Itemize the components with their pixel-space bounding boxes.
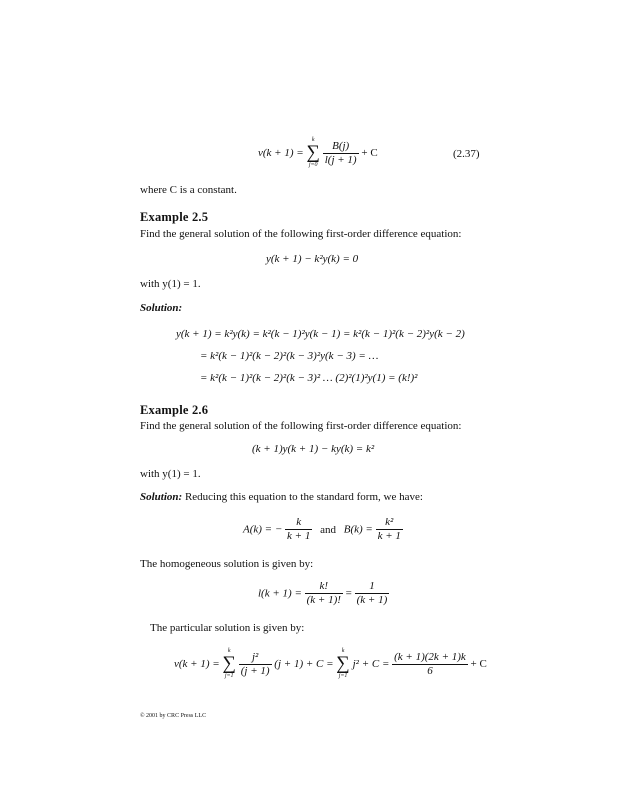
v-lhs: v(k + 1) =	[174, 658, 220, 670]
copyright-footer: © 2001 by CRC Press LLC	[140, 713, 207, 719]
bk-numerator: k²	[385, 516, 394, 528]
v-middle: (j + 1) + C =	[274, 658, 334, 670]
l-equals: =	[345, 587, 352, 600]
l-denominator-2: (k + 1)	[356, 594, 388, 606]
equation-number: (2.37)	[453, 148, 480, 160]
ak-numerator: k	[296, 516, 302, 528]
example-2-5-heading: Example 2.5	[140, 210, 209, 224]
solution-line-3: = k²(k − 1)²(k − 2)²(k − 3)² … (2)²(1)²y(1) = (k!)²	[200, 372, 418, 384]
sum1-lower-limit: j=1	[224, 673, 234, 679]
sum-upper-limit: k	[311, 137, 315, 143]
fraction-numerator: B(j)	[332, 139, 350, 152]
example-2-5-initial-condition: with y(1) = 1.	[140, 278, 201, 290]
v-numerator-1: j²	[251, 650, 259, 663]
l-denominator-1: (k + 1)!	[306, 594, 341, 606]
bk-denominator: k + 1	[377, 530, 401, 542]
bk-lhs: B(k) =	[343, 523, 373, 536]
l-lhs: l(k + 1) =	[258, 587, 302, 600]
fraction-denominator: l(j + 1)	[324, 153, 357, 166]
example-2-6-intro: Find the general solution of the following first-order difference equation:	[140, 420, 462, 432]
v-tail: + C	[470, 658, 487, 670]
l-fraction-1	[305, 580, 343, 607]
l-numerator-1: k!	[319, 580, 329, 592]
l-fraction-2	[355, 580, 390, 607]
eq237-fraction	[323, 140, 359, 167]
sum1-upper-limit: k	[227, 648, 231, 654]
example-2-6-solution-line	[140, 490, 423, 504]
ak-lhs: A(k) = −	[243, 523, 283, 536]
eq237-tail: + C	[361, 147, 378, 159]
example-2-5-intro: Find the general solution of the following first-order difference equation:	[140, 228, 462, 240]
v-denominator-1: (j + 1)	[240, 664, 270, 677]
sum-lower-limit: j=0	[308, 162, 318, 168]
example-2-6-solution-label: Solution:	[140, 491, 183, 503]
example-2-6-equation: (k + 1)y(k + 1) − ky(k) = k²	[252, 443, 375, 455]
example-2-6-solution-text: Reducing this equation to the standard form, we have:	[182, 491, 423, 503]
l-equation	[258, 580, 389, 607]
particular-text: The particular solution is given by:	[150, 622, 305, 634]
where-text: where C is a constant.	[140, 184, 237, 196]
v-fraction-1	[239, 651, 272, 678]
v-numerator-2: (k + 1)(2k + 1)k	[394, 650, 466, 663]
v-fraction-2	[392, 651, 468, 678]
summation-symbol-2: k ∑ j=1	[336, 648, 350, 679]
example-2-6-heading: Example 2.6	[140, 403, 209, 417]
v-middle-2: j² + C =	[352, 658, 390, 670]
ak-bk-equation	[243, 516, 403, 543]
equation-2-37	[258, 137, 378, 169]
v-denominator-2: 6	[392, 664, 468, 678]
summation-symbol: k ∑ j=0	[306, 137, 320, 168]
solution-line-1: y(k + 1) = k²y(k) = k²(k − 1)²y(k − 1) = k²(k − 1)²(k − 2)²y(k − 2)	[176, 328, 465, 340]
example-2-6-initial-condition: with y(1) = 1.	[140, 468, 201, 480]
ak-fraction	[285, 516, 312, 543]
summation-symbol-1: k ∑ j=1	[222, 648, 236, 679]
homogeneous-text: The homogeneous solution is given by:	[140, 558, 314, 570]
sum2-upper-limit: k	[341, 648, 345, 654]
example-2-5-equation: y(k + 1) − k²y(k) = 0	[266, 253, 359, 265]
example-2-5-solution-label: Solution:	[140, 302, 183, 314]
solution-line-2: = k²(k − 1)²(k − 2)²(k − 3)²y(k − 3) = …	[200, 350, 379, 362]
and-word: and	[320, 523, 336, 536]
l-numerator-2: 1	[369, 580, 375, 592]
sum2-lower-limit: j=1	[338, 673, 348, 679]
bk-fraction	[376, 516, 403, 543]
eq237-lhs: v(k + 1) =	[258, 147, 304, 159]
v-equation	[174, 648, 487, 680]
ak-denominator: k + 1	[287, 530, 311, 542]
